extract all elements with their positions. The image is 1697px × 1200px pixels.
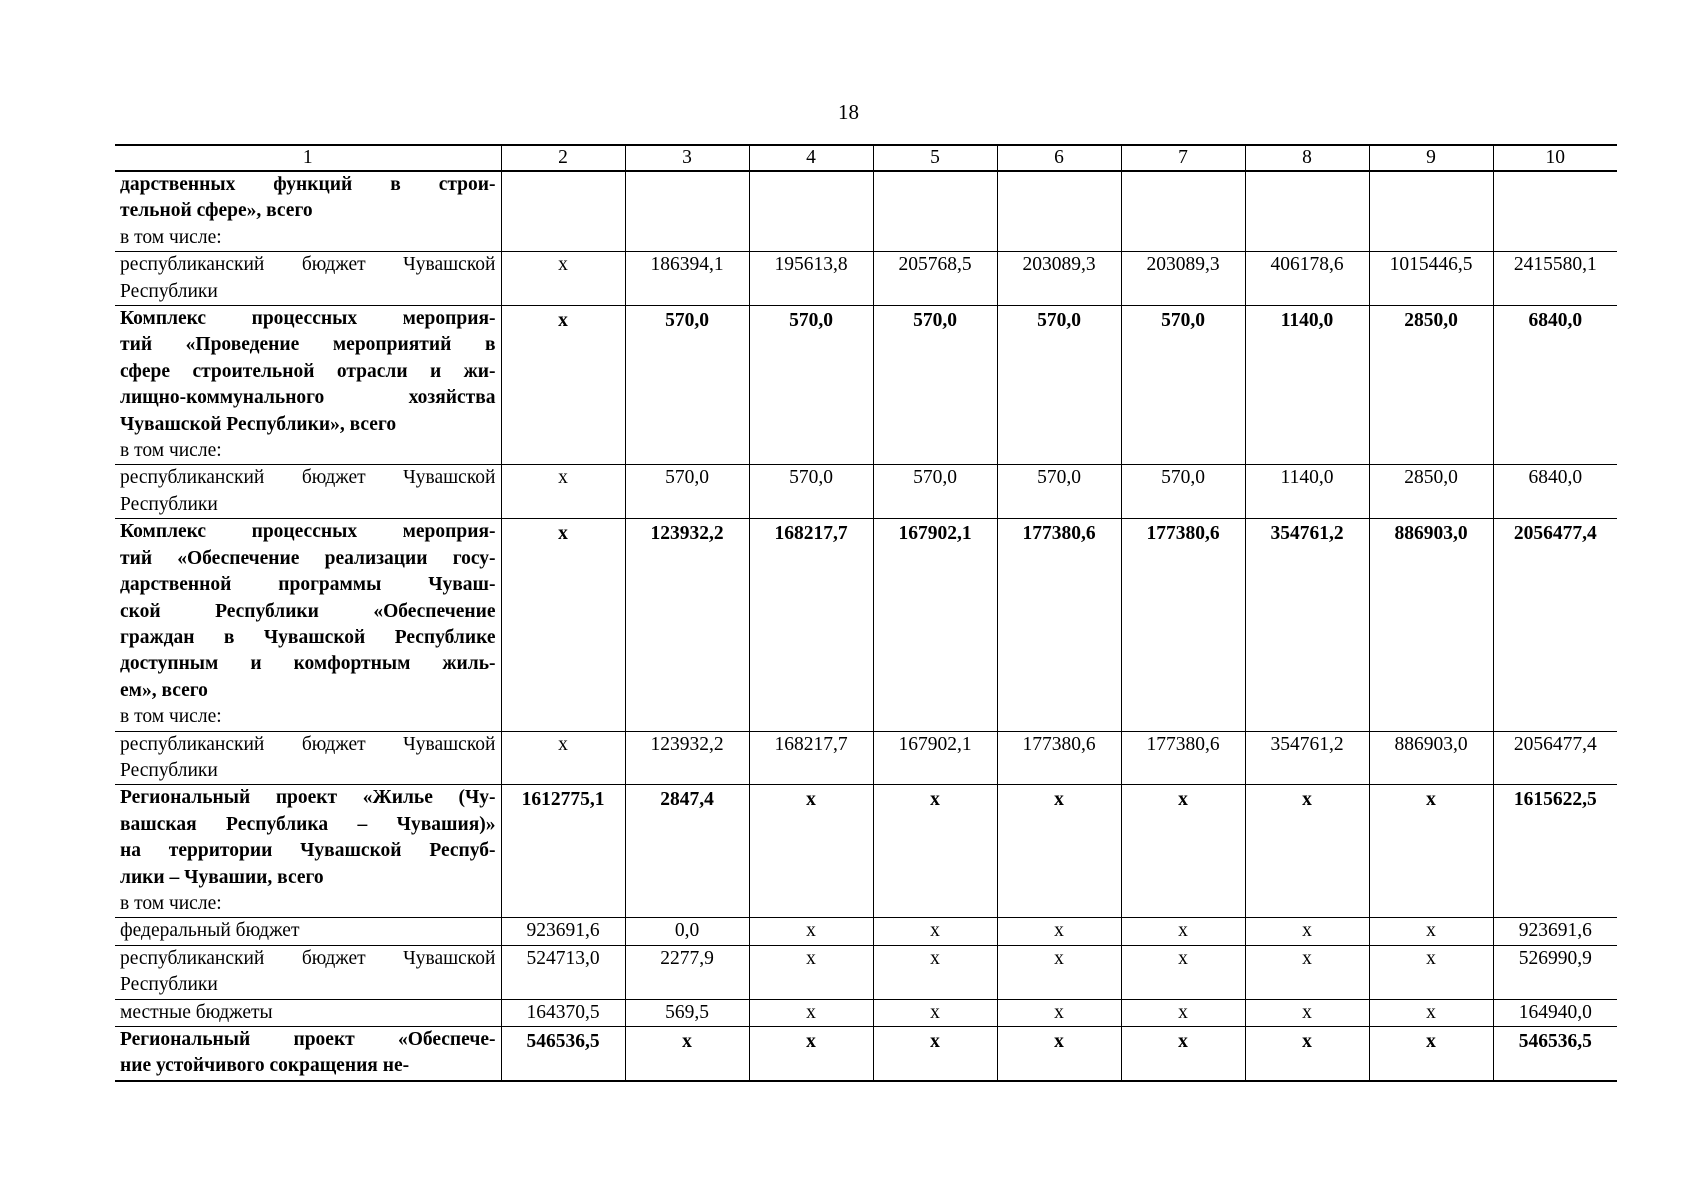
cell-value: 526990,9	[1493, 945, 1617, 999]
row-label-line: Республики	[120, 759, 218, 781]
cell-value: x	[1369, 999, 1493, 1026]
cell-value: x	[501, 465, 625, 519]
cell-value: 177380,6	[997, 731, 1121, 785]
table-row	[115, 171, 1617, 252]
cell-value	[625, 171, 749, 252]
cell-value: 1015446,5	[1369, 252, 1493, 306]
table-row	[115, 785, 1617, 918]
cell-value: x	[501, 252, 625, 306]
cell-value: x	[1245, 999, 1369, 1026]
row-label	[115, 252, 501, 306]
cell-value: 2850,0	[1369, 306, 1493, 465]
column-header-5: 5	[873, 145, 997, 171]
row-label	[115, 171, 501, 252]
cell-value: x	[749, 918, 873, 945]
cell-value: 177380,6	[997, 519, 1121, 731]
cell-value: x	[997, 945, 1121, 999]
row-label	[115, 785, 501, 918]
row-label-line: дарственной программы Чуваш-	[120, 574, 496, 596]
cell-value: 546536,5	[501, 1027, 625, 1081]
table-row	[115, 306, 1617, 465]
cell-value: 195613,8	[749, 252, 873, 306]
cell-value: x	[1369, 918, 1493, 945]
cell-value	[501, 171, 625, 252]
row-label	[115, 1027, 501, 1081]
cell-value: 0,0	[625, 918, 749, 945]
table-row	[115, 945, 1617, 999]
cell-value: x	[873, 1027, 997, 1081]
row-label	[115, 731, 501, 785]
cell-value: 203089,3	[1121, 252, 1245, 306]
row-sublabel: в том числе:	[120, 440, 222, 462]
cell-value: 570,0	[625, 465, 749, 519]
column-header-3: 3	[625, 145, 749, 171]
cell-value: 1615622,5	[1493, 785, 1617, 918]
cell-value: 570,0	[749, 465, 873, 519]
cell-value: 2056477,4	[1493, 519, 1617, 731]
cell-value: 164370,5	[501, 999, 625, 1026]
table-row	[115, 519, 1617, 731]
cell-value: 570,0	[625, 306, 749, 465]
row-label-line: республиканский бюджет Чувашской	[120, 254, 496, 276]
cell-value: x	[749, 945, 873, 999]
cell-value: 167902,1	[873, 519, 997, 731]
cell-value: 123932,2	[625, 731, 749, 785]
cell-value: x	[501, 519, 625, 731]
cell-value: 570,0	[749, 306, 873, 465]
row-label-line: Республики	[120, 493, 218, 515]
cell-value: 164940,0	[1493, 999, 1617, 1026]
cell-value: x	[1245, 918, 1369, 945]
column-header-8: 8	[1245, 145, 1369, 171]
cell-value	[749, 171, 873, 252]
row-label-line: Республики	[120, 974, 218, 996]
cell-value: 6840,0	[1493, 465, 1617, 519]
row-label-line: на территории Чувашской Респуб-	[120, 840, 496, 862]
row-label-line: тий «Обеспечение реализации госу-	[120, 547, 496, 569]
cell-value: x	[1121, 1027, 1245, 1081]
cell-value: x	[997, 785, 1121, 918]
column-header-7: 7	[1121, 145, 1245, 171]
row-label-line: граждан в Чувашской Республике	[120, 626, 496, 648]
cell-value: 2277,9	[625, 945, 749, 999]
cell-value: x	[1121, 999, 1245, 1026]
cell-value: 354761,2	[1245, 731, 1369, 785]
cell-value: 546536,5	[1493, 1027, 1617, 1081]
cell-value: 203089,3	[997, 252, 1121, 306]
cell-value: x	[1369, 785, 1493, 918]
column-header-10: 10	[1493, 145, 1617, 171]
cell-value: x	[625, 1027, 749, 1081]
row-label	[115, 465, 501, 519]
cell-value: 1612775,1	[501, 785, 625, 918]
cell-value: 570,0	[997, 465, 1121, 519]
row-label-line: республиканский бюджет Чувашской	[120, 947, 496, 969]
cell-value: x	[501, 306, 625, 465]
cell-value: 354761,2	[1245, 519, 1369, 731]
cell-value	[1121, 171, 1245, 252]
row-label-line: тий «Проведение мероприятий в	[120, 334, 496, 356]
table-row	[115, 731, 1617, 785]
cell-value: 570,0	[873, 306, 997, 465]
cell-value: 168217,7	[749, 519, 873, 731]
row-label	[115, 519, 501, 731]
row-label-line: лики – Чувашии, всего	[120, 866, 324, 888]
row-label-line: местные бюджеты	[120, 1001, 273, 1023]
cell-value: 406178,6	[1245, 252, 1369, 306]
cell-value	[873, 171, 997, 252]
row-sublabel: в том числе:	[120, 706, 222, 728]
cell-value: 570,0	[1121, 465, 1245, 519]
row-label-line: Комплекс процессных мероприя-	[120, 521, 496, 543]
cell-value	[1245, 171, 1369, 252]
cell-value: 2850,0	[1369, 465, 1493, 519]
cell-value: x	[1121, 918, 1245, 945]
table-row	[115, 1027, 1617, 1081]
cell-value: 1140,0	[1245, 465, 1369, 519]
cell-value: 1140,0	[1245, 306, 1369, 465]
cell-value: 886903,0	[1369, 731, 1493, 785]
row-label	[115, 918, 501, 945]
cell-value	[997, 171, 1121, 252]
table-row	[115, 999, 1617, 1026]
cell-value: x	[997, 999, 1121, 1026]
cell-value: 570,0	[873, 465, 997, 519]
cell-value: 2056477,4	[1493, 731, 1617, 785]
cell-value: 177380,6	[1121, 731, 1245, 785]
row-label-line: ем», всего	[120, 679, 208, 701]
cell-value: 923691,6	[501, 918, 625, 945]
cell-value: x	[873, 918, 997, 945]
cell-value: x	[997, 1027, 1121, 1081]
row-label	[115, 306, 501, 465]
cell-value: 177380,6	[1121, 519, 1245, 731]
cell-value: 2415580,1	[1493, 252, 1617, 306]
table-row	[115, 252, 1617, 306]
cell-value: x	[749, 999, 873, 1026]
cell-value: 570,0	[1121, 306, 1245, 465]
column-header-1: 1	[115, 145, 501, 171]
cell-value: 886903,0	[1369, 519, 1493, 731]
cell-value: 168217,7	[749, 731, 873, 785]
row-label-line: тельной сфере», всего	[120, 200, 313, 222]
cell-value: x	[1245, 1027, 1369, 1081]
cell-value: 570,0	[997, 306, 1121, 465]
column-header-6: 6	[997, 145, 1121, 171]
row-label-line: Республики	[120, 280, 218, 302]
row-label-line: Региональный проект «Жилье (Чу-	[120, 787, 496, 809]
cell-value: x	[1369, 1027, 1493, 1081]
row-label-line: Чувашской Республики», всего	[120, 413, 397, 435]
cell-value: 6840,0	[1493, 306, 1617, 465]
row-label-line: дарственных функций в строи-	[120, 174, 496, 195]
row-label	[115, 999, 501, 1026]
cell-value: 186394,1	[625, 252, 749, 306]
cell-value: x	[749, 785, 873, 918]
cell-value	[1493, 171, 1617, 252]
column-header-4: 4	[749, 145, 873, 171]
row-label-line: сфере строительной отрасли и жи-	[120, 360, 496, 382]
cell-value: x	[1121, 945, 1245, 999]
cell-value: x	[1121, 785, 1245, 918]
table-row	[115, 918, 1617, 945]
cell-value: x	[1245, 945, 1369, 999]
cell-value: x	[749, 1027, 873, 1081]
cell-value: 569,5	[625, 999, 749, 1026]
row-sublabel: в том числе:	[120, 226, 222, 248]
row-label-line: республиканский бюджет Чувашской	[120, 733, 496, 755]
cell-value: 923691,6	[1493, 918, 1617, 945]
row-label-line: Комплекс процессных мероприя-	[120, 308, 496, 330]
row-label-line: доступным и комфортным жиль-	[120, 653, 496, 675]
row-label-line: федеральный бюджет	[120, 920, 300, 942]
budget-table	[115, 144, 1617, 1082]
cell-value: x	[873, 945, 997, 999]
row-label	[115, 945, 501, 999]
row-label-line: ской Республики «Обеспечение	[120, 600, 496, 622]
cell-value: x	[997, 918, 1121, 945]
cell-value: x	[873, 999, 997, 1026]
cell-value	[1369, 171, 1493, 252]
cell-value: 167902,1	[873, 731, 997, 785]
cell-value: x	[1245, 785, 1369, 918]
cell-value: 2847,4	[625, 785, 749, 918]
page-number: 18	[838, 100, 859, 124]
column-header-9: 9	[1369, 145, 1493, 171]
table-row	[115, 465, 1617, 519]
cell-value: 205768,5	[873, 252, 997, 306]
row-label-line: лищно-коммунального хозяйства	[120, 387, 496, 409]
table-header-row	[115, 145, 1617, 171]
cell-value: x	[501, 731, 625, 785]
row-label-line: ние устойчивого сокращения не-	[120, 1055, 410, 1077]
cell-value: 123932,2	[625, 519, 749, 731]
row-sublabel: в том числе:	[120, 892, 222, 914]
column-header-2: 2	[501, 145, 625, 171]
cell-value: x	[1369, 945, 1493, 999]
row-label-line: вашская Республика – Чувашия)»	[120, 813, 496, 835]
cell-value: 524713,0	[501, 945, 625, 999]
row-label-line: республиканский бюджет Чувашской	[120, 467, 496, 489]
cell-value: x	[873, 785, 997, 918]
row-label-line: Региональный проект «Обеспече-	[120, 1029, 496, 1050]
